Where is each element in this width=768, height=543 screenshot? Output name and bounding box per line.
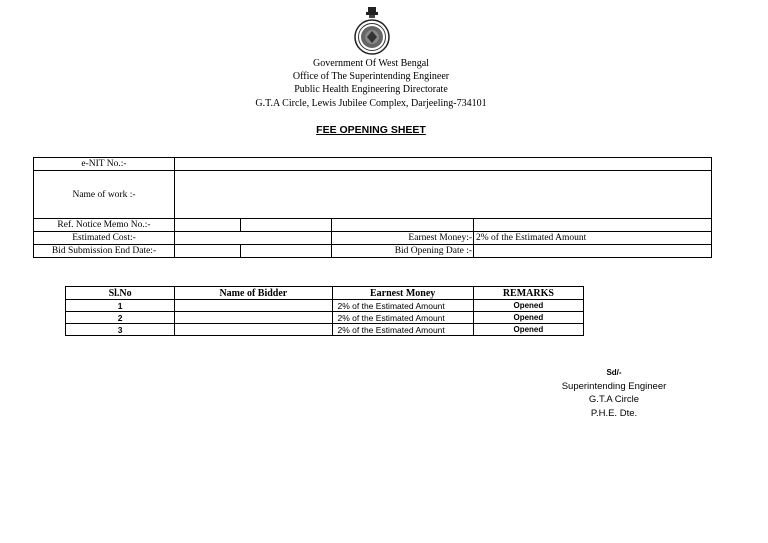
- remarks-cell: Opened: [473, 312, 583, 324]
- header-line-government: Government Of West Bengal: [313, 58, 429, 69]
- work-label: Name of work :-: [34, 171, 175, 219]
- signatory-title: Superintending Engineer: [561, 380, 667, 392]
- col-header-earnest: Earnest Money: [332, 287, 473, 300]
- earnest-cell: 2% of the Estimated Amount: [332, 312, 473, 324]
- enit-row: [34, 158, 712, 171]
- table-row: [66, 324, 584, 336]
- enit-label: e-NIT No.:-: [34, 158, 175, 171]
- enit-value: [175, 158, 712, 171]
- bid-open-value: [474, 245, 712, 258]
- bid-dates-row: [34, 245, 712, 258]
- cost-label: Estimated Cost:-: [34, 232, 175, 245]
- work-value: [175, 171, 712, 219]
- ref-label: Ref. Notice Memo No.:-: [34, 219, 175, 232]
- remarks-cell: Opened: [473, 324, 583, 336]
- bid-end-value-2: [241, 245, 332, 258]
- bidder-name-cell: [175, 312, 332, 324]
- tender-info-table: [33, 157, 712, 258]
- ref-cell-4: [474, 219, 712, 232]
- col-header-remarks: REMARKS: [473, 287, 583, 300]
- signatory-department: P.H.E. Dte.: [590, 407, 638, 419]
- header-line-address: G.T.A Circle, Lewis Jubilee Complex, Darjeeling-734101: [255, 97, 487, 109]
- bid-end-value: [175, 245, 241, 258]
- bid-end-label: Bid Submission End Date:-: [34, 245, 175, 258]
- earnest-cell: 2% of the Estimated Amount: [332, 300, 473, 312]
- letterhead: [0, 57, 742, 110]
- ref-cell-3: [332, 219, 474, 232]
- bidder-name-cell: [175, 324, 332, 336]
- signed-mark: Sd/-: [606, 368, 622, 377]
- signature-block: [540, 366, 688, 420]
- earnest-label: Earnest Money:-: [332, 232, 474, 245]
- work-row: [34, 171, 712, 219]
- ref-cell-1: [175, 219, 241, 232]
- table-row: [66, 312, 584, 324]
- slno-cell: 2: [66, 312, 175, 324]
- header-line-office: Office of The Superintending Engineer: [292, 71, 450, 83]
- header-line-directorate: Public Health Engineering Directorate: [294, 84, 448, 96]
- cost-value: [175, 232, 332, 245]
- remarks-cell: Opened: [473, 300, 583, 312]
- ref-cell-2: [241, 219, 332, 232]
- signatory-circle: G.T.A Circle: [588, 394, 640, 405]
- bidder-table-header: [66, 287, 584, 300]
- table-row: [66, 300, 584, 312]
- state-emblem-icon: [353, 6, 391, 56]
- cost-row: [34, 232, 712, 245]
- bidder-name-cell: [175, 300, 332, 312]
- bid-open-label: Bid Opening Date :-: [332, 245, 474, 258]
- slno-cell: 1: [66, 300, 175, 312]
- page-title: FEE OPENING SHEET: [316, 124, 426, 136]
- earnest-value: 2% of the Estimated Amount: [474, 232, 712, 245]
- earnest-cell: 2% of the Estimated Amount: [332, 324, 473, 336]
- col-header-slno: Sl.No: [66, 287, 175, 300]
- bidder-table: [65, 286, 584, 336]
- ref-row: [34, 219, 712, 232]
- slno-cell: 3: [66, 324, 175, 336]
- col-header-bidder: Name of Bidder: [175, 287, 332, 300]
